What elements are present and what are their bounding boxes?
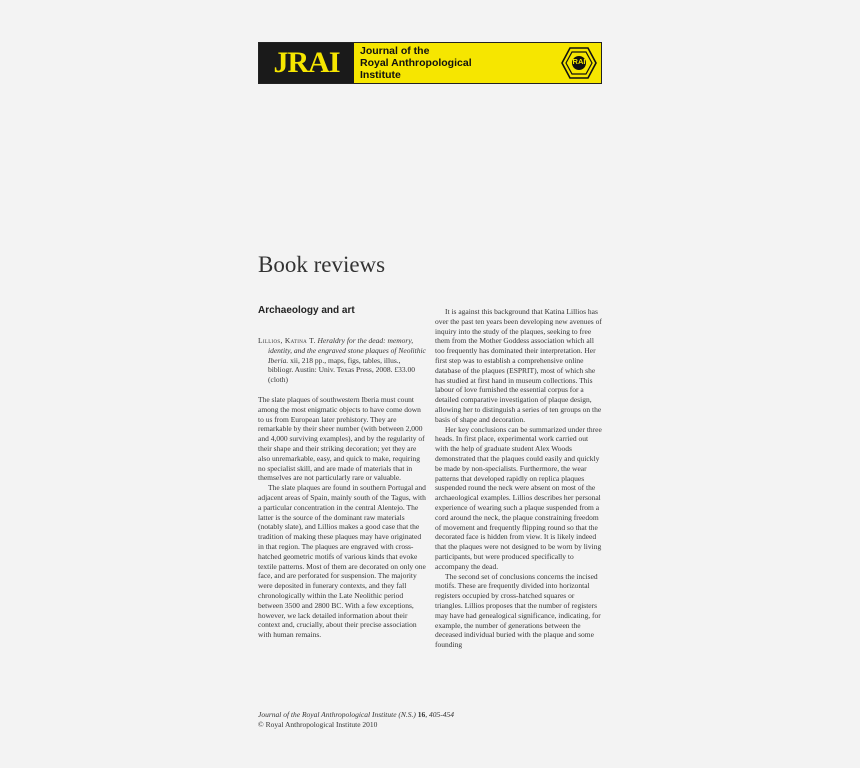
jrai-logo: JRAI <box>259 43 354 83</box>
body-paragraph: The slate plaques are found in southern Portugal and adjacent areas of Spain, mainly south of the Tagus, with a particular concentration in the central Alentejo. The latter is the source of the dominant raw materials (notably slate), and Lillios makes a good case that the tradition of making these plaques may have originated in that region. The plaques are engraved with cross-hatched geometric motifs of various kinds that evoke textile patterns. Most of them are decorated on only one face, and are perforated for suspension. The majority were deposited in funerary contexts, and they fall chronologically within the Late Neolithic period between 3500 and 2800 BC. With a few exceptions, however, we lack detailed information about their context and, crucially, about their precise association with human remains. <box>258 483 426 640</box>
footer-copyright: © Royal Anthropological Institute 2010 <box>258 719 378 729</box>
rai-emblem-icon <box>561 46 597 80</box>
footer-journal-name: Journal of the Royal Anthropological Institute (N.S.) <box>258 710 416 719</box>
footer-volume: 16 <box>417 710 426 719</box>
emblem-label: RAI <box>572 57 586 66</box>
review-book-title: Heraldry for the dead: memory, identity, and the engraved stone plaques of Neolithic Iberia. <box>268 336 426 365</box>
body-paragraph: Her key conclusions can be summarized under three heads. In first place, experimental work carried out with the help of graduate student Alex Woods demonstrated that the plaques could easily and quickly be made by non-specialists. Furthermore, the wear patterns that developed rapidly on replica plaques suspended round the neck were absent on most of the archaeological examples. Lillios describes her personal experience of wearing such a plaque suspended from a cord around the neck, the plaque constraining freedom of movement and frequently flipping round so that the decorated face is hidden from view. It is likely indeed that the plaques were not designed to be worn by living participants, but were produced specifically to accompany the dead. <box>435 424 602 571</box>
journal-banner <box>258 42 602 84</box>
journal-title-line: Institute <box>360 69 401 81</box>
footer-pages: , 405-454 <box>425 710 455 719</box>
review-author: Lillios, Katina T. <box>258 336 316 345</box>
journal-title <box>360 45 472 81</box>
journal-title-line: Royal Anthropological <box>360 57 472 69</box>
section-title: Archaeology and art <box>258 305 355 316</box>
body-paragraph: The slate plaques of southwestern Iberia must count among the most enigmatic objects to have come down to us from European later prehistory. They are remarkable by their sheer number (with between 2,000 and 4,000 surviving examples), and by the regularity of their shape and their striking decoration; yet they are also unremarkable, easy, and quick to make, requiring no specialist skill, and are made of materials that in themselves are not particularly rare or valuable. <box>258 394 425 483</box>
body-paragraph: The second set of conclusions concerns the incised motifs. These are frequently divided into horizontal registers occupied by cross-hatched squares or triangles. Lillios proposes that the number of registers may have had genealogical significance, indicating, for example, the number of generations between the deceased individual buried with the plaque and some founding <box>435 571 601 650</box>
left-column <box>258 336 426 640</box>
review-citation <box>258 336 426 385</box>
body-paragraph: It is against this background that Katina Lillios has over the past ten years been developing new avenues of inquiry into the study of the plaques, seeking to free them from the Mother Goddess association which all too frequently has dominated their interpretation. Her first step was to establish a comprehensive online database of the plaques (ESPRIT), most of which she has studied at first hand in museum collections. This labour of love furnished the essential corpus for a detailed comparative investigation of plaque design, allowing her to distinguish a series of ten groups on the basis of shape and decoration. <box>435 307 602 424</box>
right-column <box>435 307 603 650</box>
footer-journal-line <box>258 710 454 720</box>
review-book-details: xii, 218 pp., maps, figs, tables, illus., bibliogr. Austin: Univ. Texas Press, 2008. £33.00 (cloth) <box>268 355 415 385</box>
page-heading: Book reviews <box>258 252 386 277</box>
journal-title-line: Journal of the <box>360 45 430 57</box>
page-footer <box>258 710 454 729</box>
